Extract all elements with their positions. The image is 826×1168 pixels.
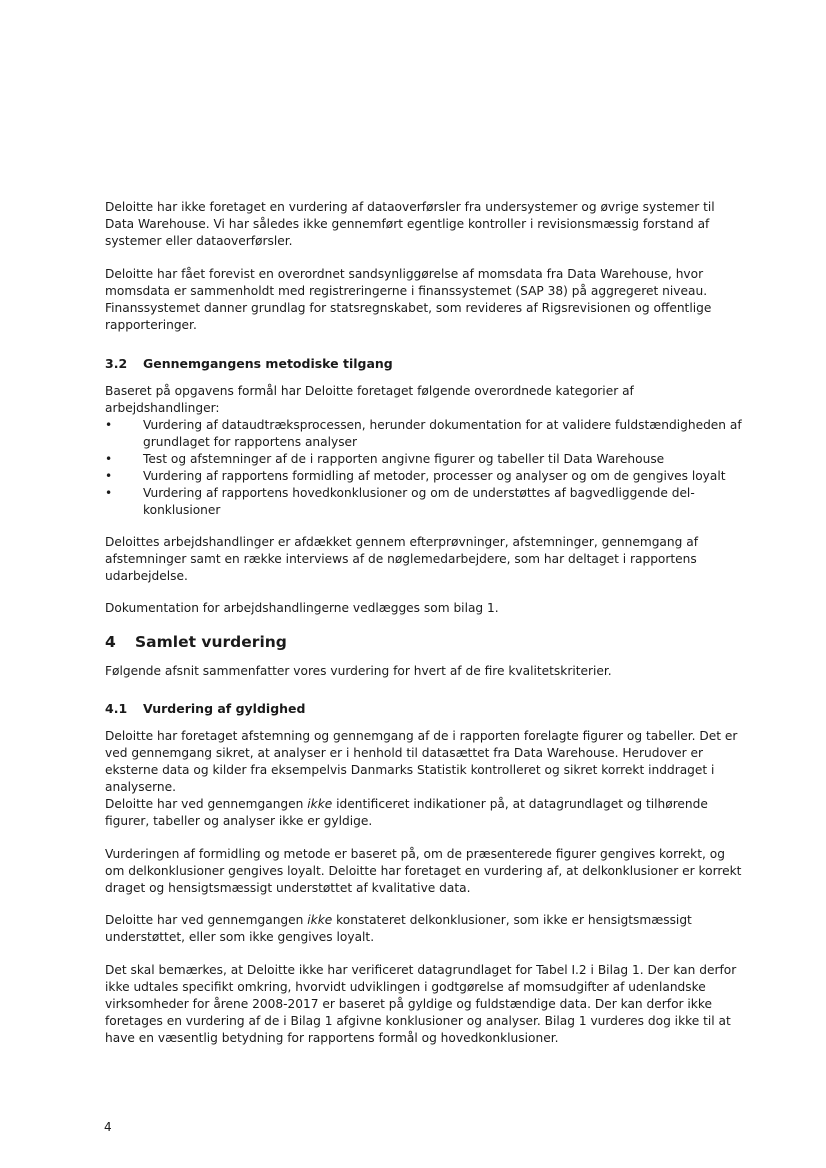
emphasis-text: ikke [307, 797, 333, 811]
paragraph-data-transfer: Deloitte har ikke foretaget en vurdering af dataoverførsler fra undersystemer og øvrige systemer til Data Warehouse. Vi har således ikke gennemført egentlige kontroller i revisionsmæssig forstand af systemer eller dataoverførsler. [105, 200, 715, 248]
section-4-heading [105, 632, 287, 652]
section-4-1-number: 4.1 [105, 701, 128, 716]
text-segment: Deloitte har ved gennemgangen [105, 797, 308, 811]
work-categories-list [105, 417, 745, 519]
emphasis-text: ikke [307, 913, 333, 927]
list-item [105, 468, 745, 485]
bullet-icon: • [105, 418, 113, 432]
section-4-intro: Følgende afsnit sammenfatter vores vurdering for hvert af de fire kvalitetskriterier. [105, 664, 612, 678]
bullet-icon: • [105, 452, 113, 466]
text-segment: konstateret delkonklusioner, som ikke er hensigtsmæssigt understøttet, eller som ikke gengives loyalt. [105, 913, 692, 944]
text-segment: identificeret indikationer på, at datagrundlaget og tilhørende figurer, tabeller og analyser ikke er gyldige. [105, 797, 708, 828]
section-4-title: Samlet vurdering [135, 633, 287, 651]
list-item [105, 417, 745, 451]
list-item-text: Vurdering af dataudtræksprocessen, herunder dokumentation for at validere fuldstændigheden af grundlaget for rapportens analyser [143, 418, 742, 449]
section-3-2-title: Gennemgangens metodiske tilgang [143, 356, 393, 371]
section-3-2-heading [105, 355, 393, 372]
list-item-text: Vurdering af rapportens hovedkonklusioner og om de understøttes af bagvedliggende del-konklusioner [143, 486, 695, 517]
section-3-2-intro: Baseret på opgavens formål har Deloitte foretaget følgende overordnede kategorier af arbejdshandlinger: [105, 384, 634, 415]
section-4-1-heading [105, 700, 305, 717]
section-4-number: 4 [105, 633, 116, 651]
list-item [105, 451, 745, 468]
section-3-2-number: 3.2 [105, 356, 128, 371]
list-item-text: Vurdering af rapportens formidling af metoder, processer og analyser og om de gengives loyalt [143, 469, 726, 483]
paragraph-method-assessment: Vurderingen af formidling og metode er baseret på, om de præsenterede figurer gengives korrekt, og om delkonklusioner gengives loyalt. Deloitte har foretaget en vurdering af, at delkonklusioner er korrekt draget og hensigtsmæssigt understøttet af kvalitative data. [105, 847, 742, 895]
bullet-icon: • [105, 469, 113, 483]
paragraph-work-actions: Deloittes arbejdshandlinger er afdækket gennem efterprøvninger, afstemninger, gennemgang af afstemninger samt en række interviews af de nøglemedarbejdere, som har deltaget i rapportens udarbejdelse. [105, 535, 698, 583]
page-number: 4 [104, 1120, 112, 1134]
text-segment: Deloitte har ved gennemgangen [105, 913, 308, 927]
paragraph-vat-data: Deloitte har fået forevist en overordnet sandsynliggørelse af momsdata fra Data Warehouse, hvor momsdata er sammenholdt med registreringerne i finanssystemet (SAP 38) på aggregeret niveau. Finanssystemet danner grundlag for statsregnskabet, som revideres af Rigsrevisionen og offentlige rapporteringer. [105, 267, 712, 332]
paragraph-documentation: Dokumentation for arbejdshandlingerne vedlægges som bilag 1. [105, 601, 499, 615]
section-4-1-title: Vurdering af gyldighed [143, 701, 306, 716]
paragraph-validity-check: Deloitte har foretaget afstemning og gennemgang af de i rapporten forelagte figurer og tabeller. Det er ved gennemgang sikret, at analyser er i henhold til datasættet fra Data Warehouse. Herudover er eksterne data og kilder fra eksempelvis Danmarks Statistik kontrolleret og sikret korrekt inddraget i analyserne. [105, 729, 738, 794]
bullet-icon: • [105, 486, 113, 500]
paragraph-table-note: Det skal bemærkes, at Deloitte ikke har verificeret datagrundlaget for Tabel I.2 i Bilag 1. Der kan derfor ikke udtales specifikt omkring, hvorvidt udviklingen i godtgørelse af momsudgifter af udenlandske virksomheder for årene 2008-2017 er baseret på gyldige og fuldstændige data. Der kan derfor ikke foretages en vurdering af de i Bilag 1 afgivne konklusioner og analyser. Bilag 1 vurderes dog ikke til at have en væsentlig betydning for rapportens formål og hovedkonklusioner. [105, 963, 737, 1045]
paragraph-no-indications [105, 796, 745, 830]
list-item-text: Test og afstemninger af de i rapporten angivne figurer og tabeller til Data Warehouse [143, 452, 665, 466]
paragraph-no-subconclusions [105, 912, 745, 946]
list-item [105, 485, 745, 519]
